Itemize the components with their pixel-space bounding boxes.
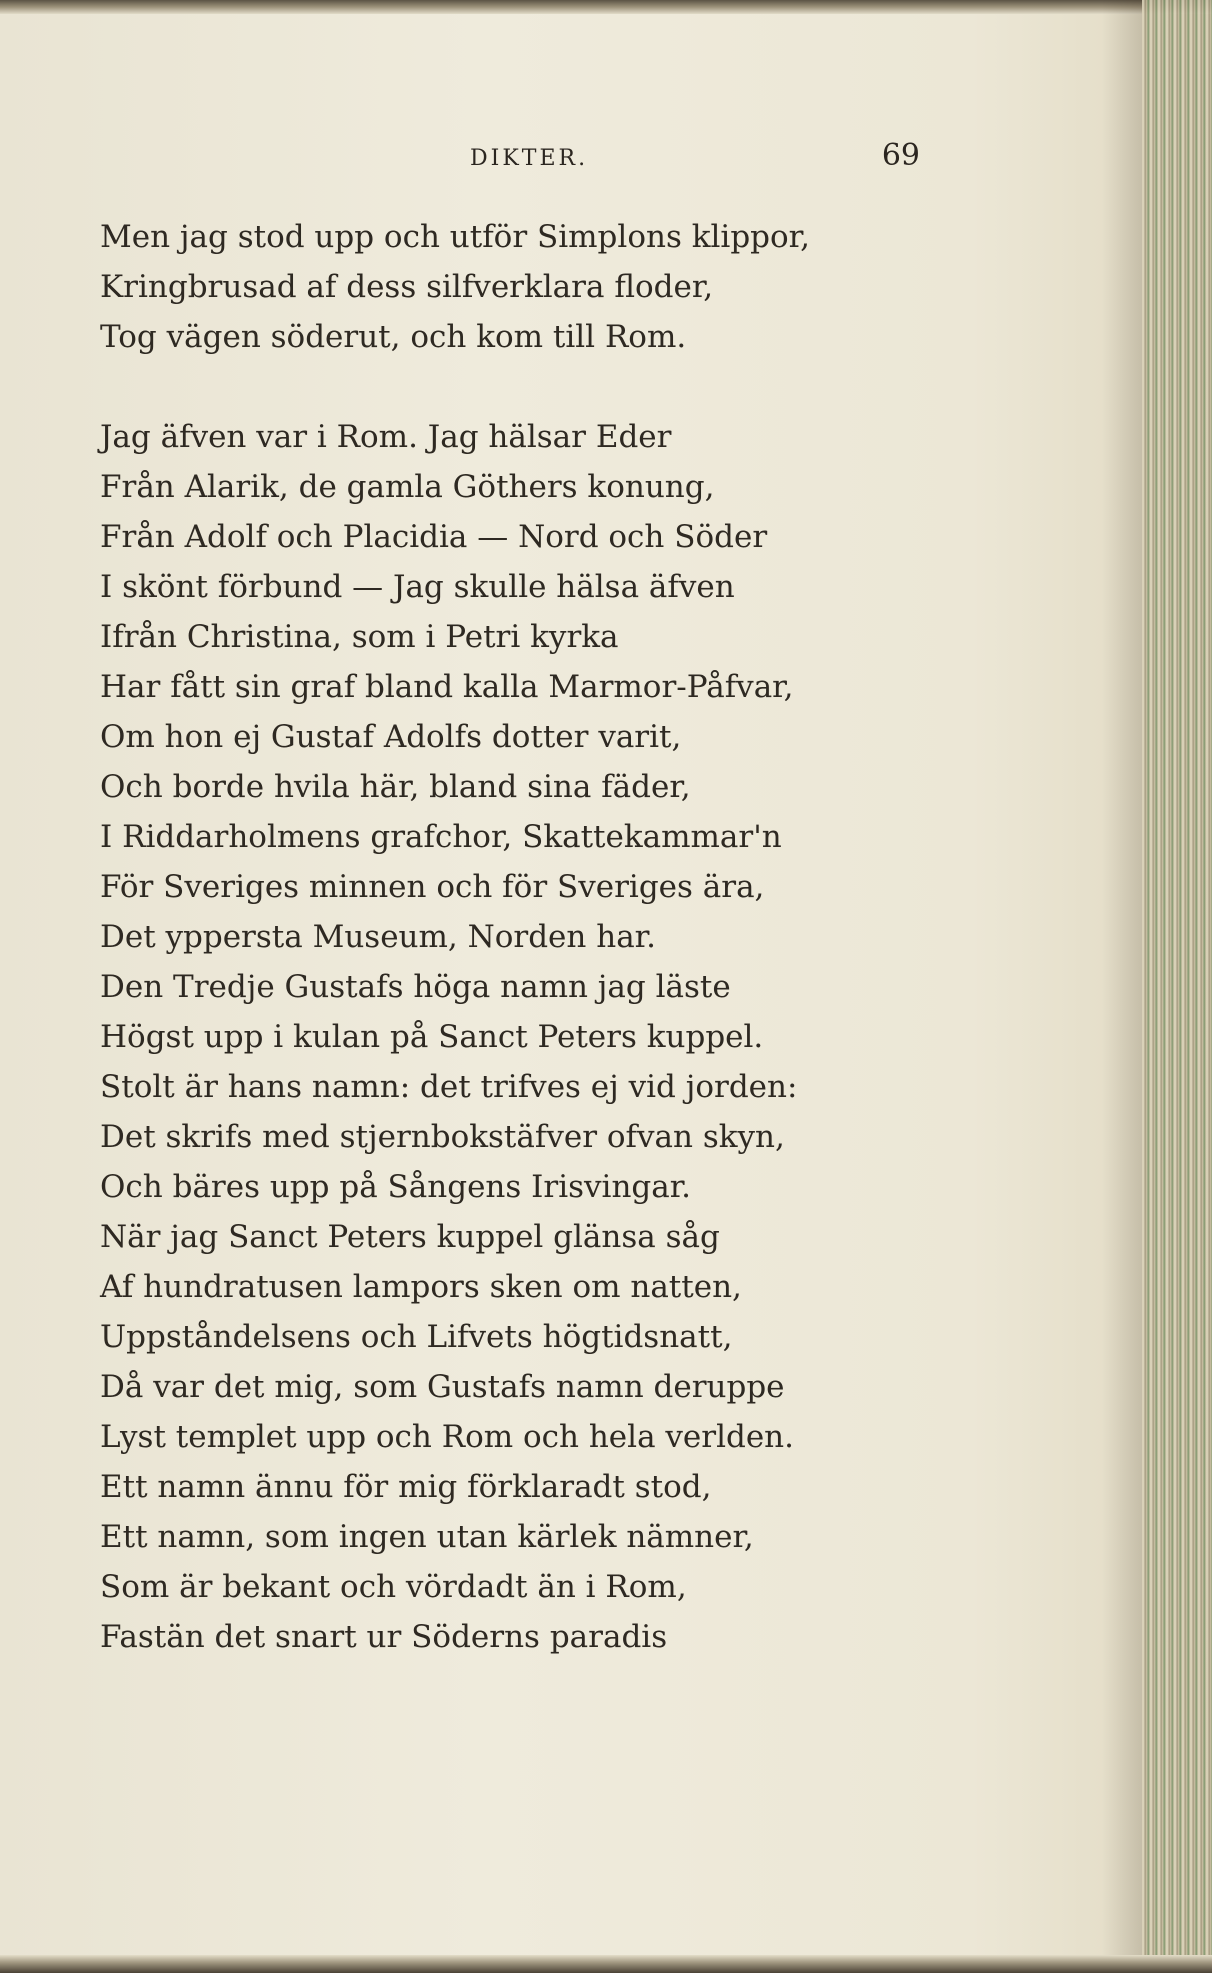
verse-line: För Sveriges minnen och för Sveriges ära, xyxy=(100,869,765,905)
verse-line: Och borde hvila här, bland sina fäder, xyxy=(100,769,691,805)
page-number: 69 xyxy=(881,138,920,173)
verse-line: Stolt är hans namn: det trifves ej vid jorden: xyxy=(100,1069,798,1105)
verse-line: I Riddarholmens grafchor, Skattekammar'n xyxy=(100,819,782,855)
verse-line: Fastän det snart ur Söderns paradis xyxy=(100,1619,668,1655)
poem-text xyxy=(100,212,930,1662)
verse-line: Som är bekant och vördadt än i Rom, xyxy=(100,1569,687,1605)
verse-line: Om hon ej Gustaf Adolfs dotter varit, xyxy=(100,719,682,755)
page-bottom-edge xyxy=(0,1955,1212,1973)
verse-line: Från Alarik, de gamla Göthers konung, xyxy=(100,469,715,505)
verse-line: Högst upp i kulan på Sanct Peters kuppel. xyxy=(100,1019,764,1055)
page-stack-edge xyxy=(1142,0,1212,1973)
verse-line: Uppståndelsens och Lifvets högtidsnatt, xyxy=(100,1319,733,1355)
verse-line: Af hundratusen lampors sken om natten, xyxy=(100,1269,742,1305)
verse-line: Då var det mig, som Gustafs namn deruppe xyxy=(100,1369,785,1405)
verse-line: Jag äfven var i Rom. Jag hälsar Eder xyxy=(100,419,672,455)
verse-line: Ifrån Christina, som i Petri kyrka xyxy=(100,619,619,655)
page-gutter-shadow xyxy=(1102,0,1142,1973)
page-top-edge xyxy=(0,0,1212,14)
verse-line: I skönt förbund — Jag skulle hälsa äfven xyxy=(100,569,735,605)
running-head xyxy=(100,138,920,188)
verse-line: Det skrifs med stjernbokstäfver ofvan skyn, xyxy=(100,1119,785,1155)
verse-line: Den Tredje Gustafs höga namn jag läste xyxy=(100,969,731,1005)
verse-line: Kringbrusad af dess silfverklara floder, xyxy=(100,269,714,305)
stanza-break xyxy=(100,362,930,412)
verse-line: Lyst templet upp och Rom och hela verlden. xyxy=(100,1419,795,1455)
verse-line: Det yppersta Museum, Norden har. xyxy=(100,919,656,955)
verse-line: Men jag stod upp och utför Simplons klippor, xyxy=(100,219,810,255)
verse-line: Tog vägen söderut, och kom till Rom. xyxy=(100,319,687,355)
verse-line: Ett namn, som ingen utan kärlek nämner, xyxy=(100,1519,754,1555)
verse-line: Ett namn ännu för mig förklaradt stod, xyxy=(100,1469,712,1505)
running-title: DIKTER. xyxy=(470,146,589,171)
verse-line: Har fått sin graf bland kalla Marmor-Påfvar, xyxy=(100,669,794,705)
verse-line: Och bäres upp på Sångens Irisvingar. xyxy=(100,1169,692,1205)
verse-line: När jag Sanct Peters kuppel glänsa såg xyxy=(100,1219,720,1255)
verse-line: Från Adolf och Placidia — Nord och Söder xyxy=(100,519,768,555)
